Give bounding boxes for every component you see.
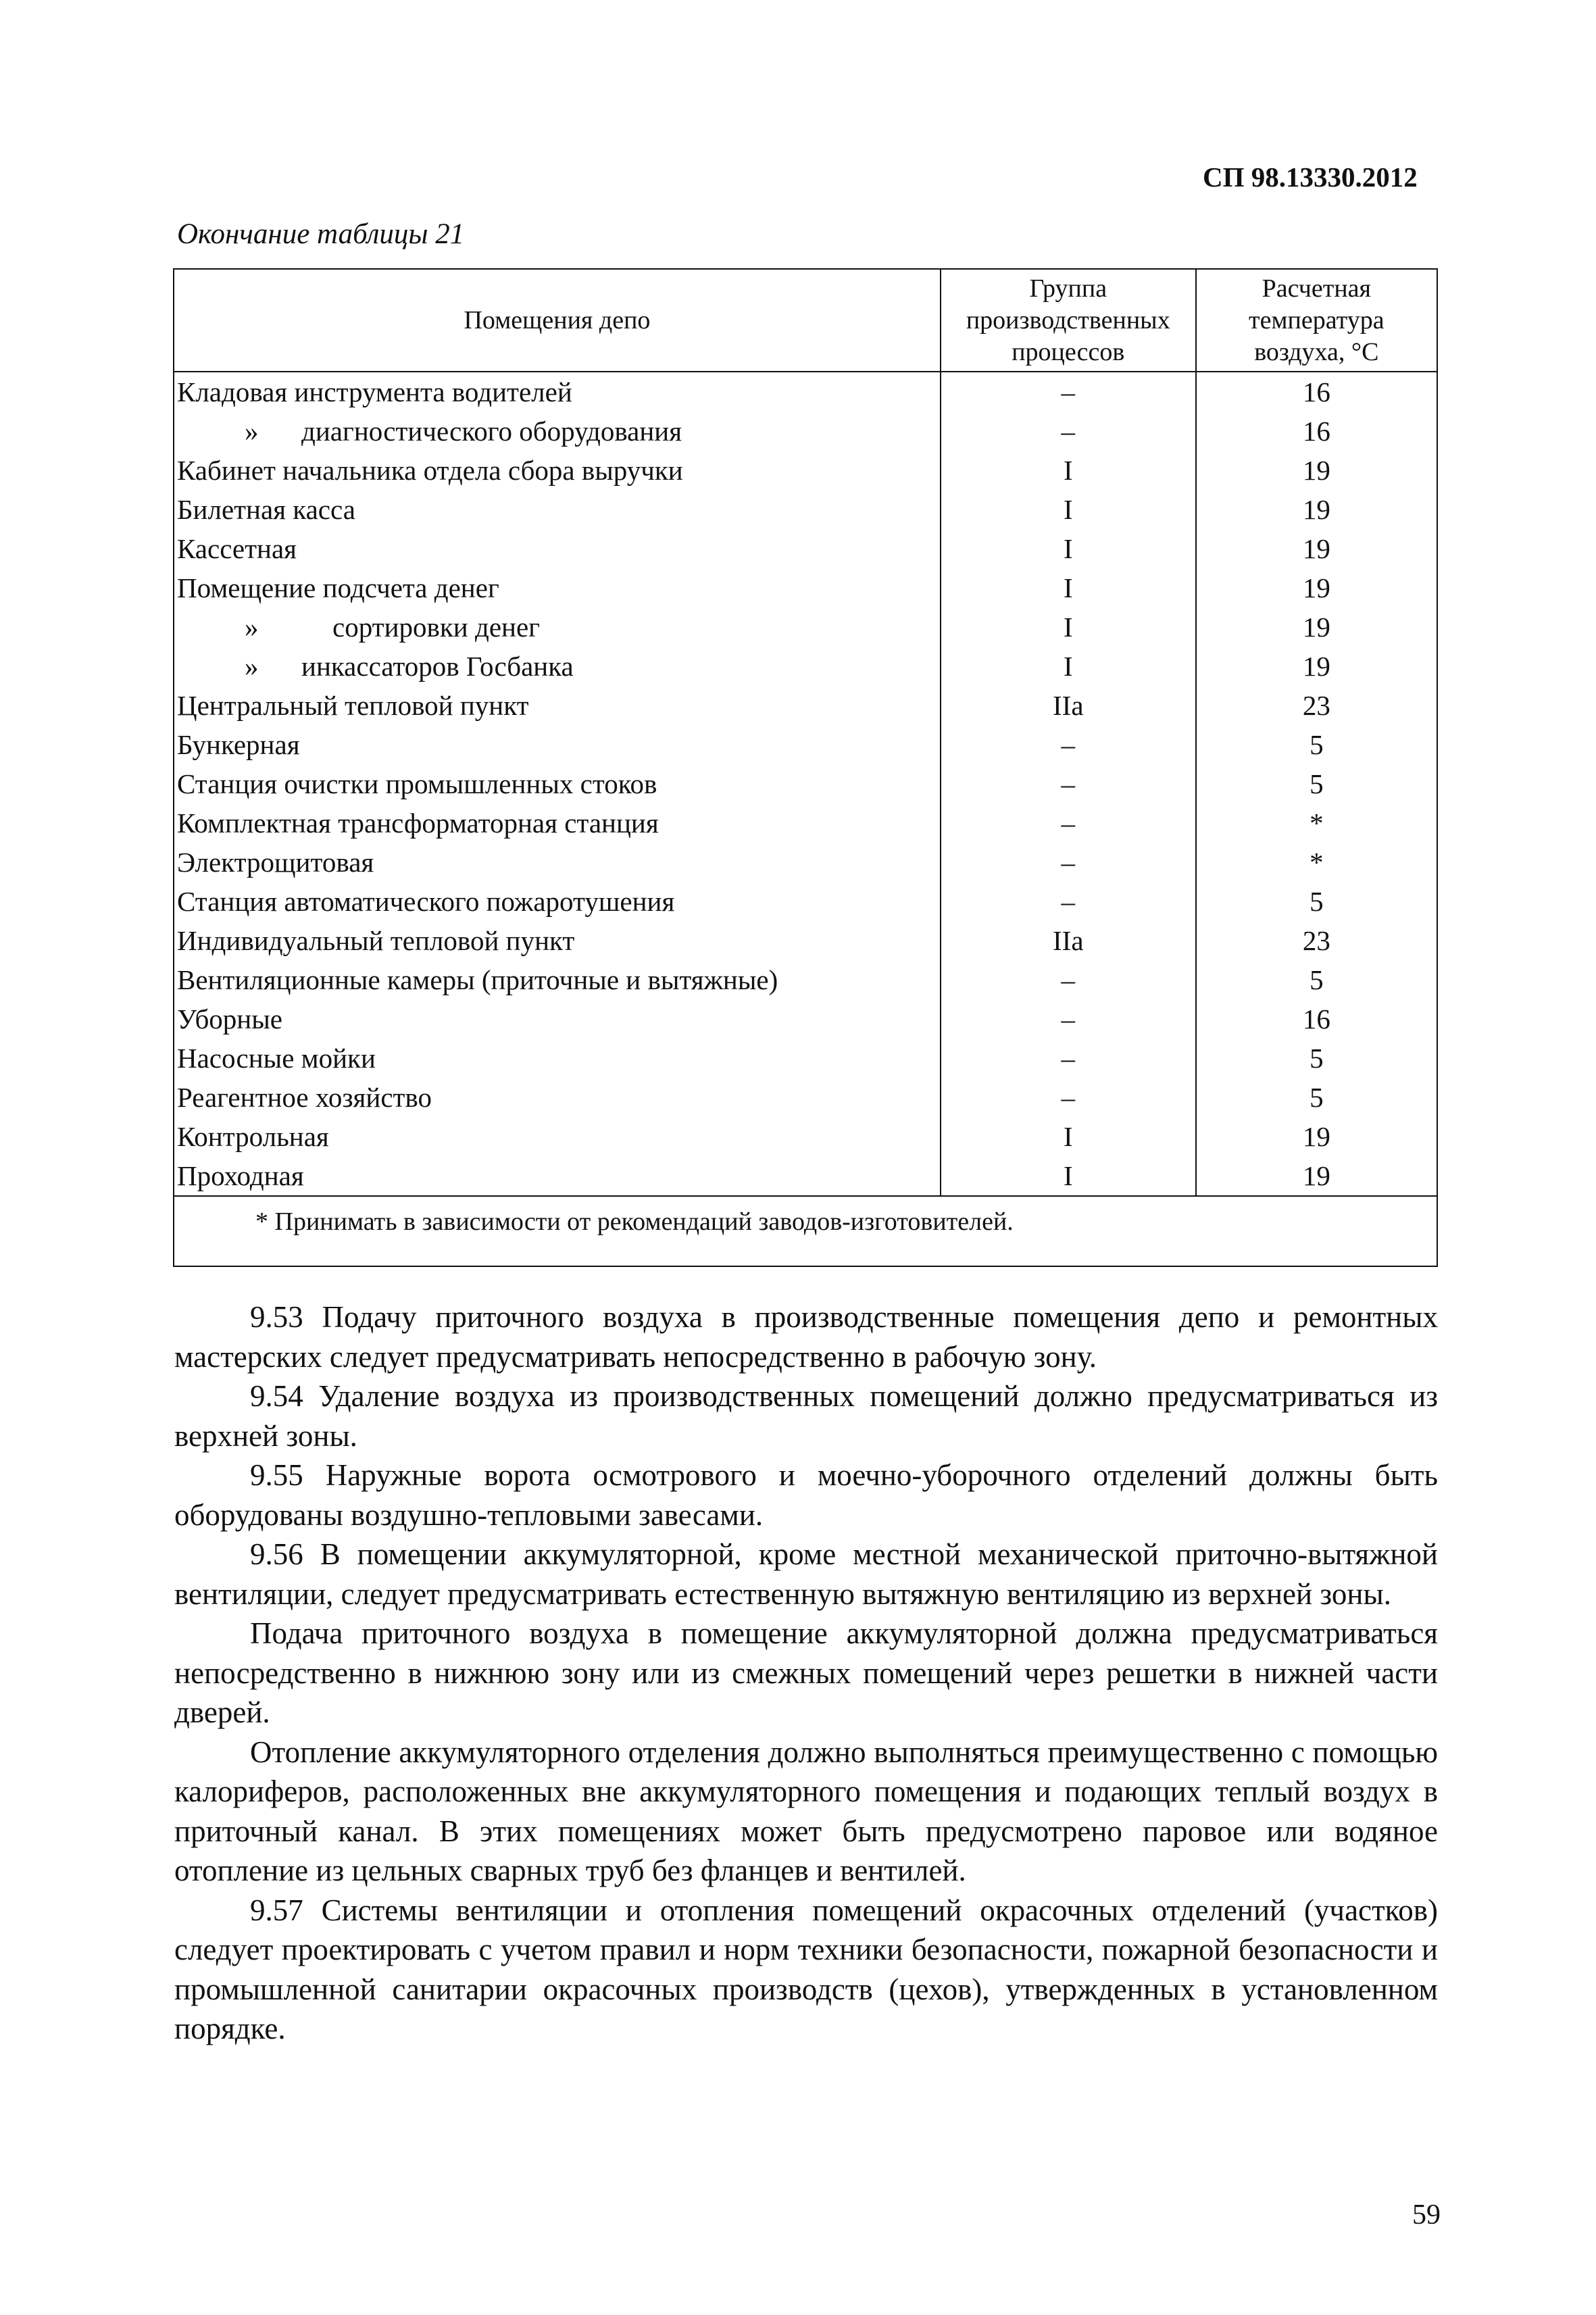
table-row bbox=[174, 1078, 1437, 1117]
process-group-cell: – bbox=[941, 412, 1196, 451]
process-group-cell: – bbox=[941, 843, 1196, 882]
table-row bbox=[174, 451, 1437, 490]
room-name: Реагентное хозяйство bbox=[177, 1082, 432, 1113]
room-name: Проходная bbox=[177, 1160, 304, 1191]
process-group-cell: IIa bbox=[941, 686, 1196, 725]
table-row bbox=[174, 1156, 1437, 1196]
room-name-cell bbox=[174, 1078, 941, 1117]
room-name-cell bbox=[174, 607, 941, 647]
process-group-cell: I bbox=[941, 451, 1196, 490]
paragraph: 9.53 Подачу приточного воздуха в производственные помещения депо и ремонтных мастерских следует предусматривать непосредственно в рабочую зону. bbox=[174, 1300, 1438, 1374]
room-name-cell bbox=[174, 1039, 941, 1078]
table-row bbox=[174, 725, 1437, 764]
room-name-cell bbox=[174, 529, 941, 568]
table-row bbox=[174, 999, 1437, 1039]
process-group-cell: – bbox=[941, 999, 1196, 1039]
process-group-cell: I bbox=[941, 1117, 1196, 1156]
table-row bbox=[174, 803, 1437, 843]
document-code: СП 98.13330.2012 bbox=[1203, 161, 1418, 193]
room-name: Комплектная трансформаторная станция bbox=[177, 807, 659, 839]
room-name: Насосные мойки bbox=[177, 1043, 376, 1074]
air-temperature-cell: 23 bbox=[1196, 921, 1437, 960]
process-group-cell: I bbox=[941, 647, 1196, 686]
table-footnote: * Принимать в зависимости от рекомендаций заводов-изготовителей. bbox=[174, 1196, 1437, 1266]
process-group-cell: – bbox=[941, 372, 1196, 412]
table-row bbox=[174, 607, 1437, 647]
air-temperature-cell: 19 bbox=[1196, 490, 1437, 529]
paragraph: 9.54 Удаление воздуха из производственных помещений должно предусматриваться из верхней зоны. bbox=[174, 1379, 1438, 1453]
ditto-mark: » bbox=[245, 416, 259, 447]
table-row bbox=[174, 1039, 1437, 1078]
air-temperature-cell: 19 bbox=[1196, 529, 1437, 568]
air-temperature-cell: 5 bbox=[1196, 1039, 1437, 1078]
air-temperature-cell: 19 bbox=[1196, 1117, 1437, 1156]
process-group-cell: I bbox=[941, 607, 1196, 647]
room-name: инкассаторов Госбанка bbox=[301, 651, 574, 682]
table-row bbox=[174, 960, 1437, 999]
table-row bbox=[174, 647, 1437, 686]
room-name: Станция автоматического пожаротушения bbox=[177, 886, 675, 917]
table-body bbox=[174, 372, 1437, 1196]
air-temperature-cell: 19 bbox=[1196, 568, 1437, 607]
room-name-cell bbox=[174, 451, 941, 490]
process-group-cell: IIa bbox=[941, 921, 1196, 960]
paragraph: 9.57 Системы вентиляции и отопления помещений окрасочных отделений (участков) следует проектировать с учетом правил и норм техники безопасности, пожарной безопасности и промышленной санитарии окрасочных производств (цехов), утвержденных в установленном порядке. bbox=[174, 1893, 1438, 2045]
air-temperature-cell: 5 bbox=[1196, 882, 1437, 921]
ditto-mark: » bbox=[245, 612, 259, 643]
room-name-cell bbox=[174, 803, 941, 843]
air-temperature-cell: 19 bbox=[1196, 607, 1437, 647]
table-row bbox=[174, 921, 1437, 960]
air-temperature-cell: * bbox=[1196, 843, 1437, 882]
column-header-air-temperature: Расчетная температура воздуха, °С bbox=[1196, 269, 1437, 372]
room-name-cell bbox=[174, 412, 941, 451]
room-name-cell bbox=[174, 490, 941, 529]
room-name: Уборные bbox=[177, 1003, 282, 1035]
page-number: 59 bbox=[1412, 2199, 1441, 2231]
room-name: Бункерная bbox=[177, 729, 300, 760]
room-name: Станция очистки промышленных стоков bbox=[177, 768, 657, 799]
room-name-cell bbox=[174, 1117, 941, 1156]
air-temperature-cell: 23 bbox=[1196, 686, 1437, 725]
room-name-cell bbox=[174, 882, 941, 921]
air-temperature-cell: 5 bbox=[1196, 1078, 1437, 1117]
room-name-cell bbox=[174, 999, 941, 1039]
ditto-mark: » bbox=[245, 651, 259, 682]
process-group-cell: – bbox=[941, 725, 1196, 764]
room-name: Индивидуальный тепловой пункт bbox=[177, 925, 575, 956]
table-row bbox=[174, 372, 1437, 412]
air-temperature-cell: 16 bbox=[1196, 412, 1437, 451]
room-name-cell bbox=[174, 647, 941, 686]
room-name-cell bbox=[174, 725, 941, 764]
table-row bbox=[174, 843, 1437, 882]
room-name: диагностического оборудования bbox=[301, 416, 682, 447]
room-name: Кассетная bbox=[177, 533, 297, 564]
room-name-cell bbox=[174, 372, 941, 412]
room-name: Электрощитовая bbox=[177, 847, 374, 878]
air-temperature-cell: 16 bbox=[1196, 372, 1437, 412]
table-row bbox=[174, 490, 1437, 529]
table-row bbox=[174, 882, 1437, 921]
room-name: Кабинет начальника отдела сбора выручки bbox=[177, 455, 683, 486]
process-group-cell: – bbox=[941, 1039, 1196, 1078]
room-name-cell bbox=[174, 960, 941, 999]
air-temperature-cell: 19 bbox=[1196, 647, 1437, 686]
room-name: Кладовая инструмента водителей bbox=[177, 376, 572, 407]
room-name: Вентиляционные камеры (приточные и вытяжные) bbox=[177, 964, 778, 995]
table-header-row bbox=[174, 269, 1437, 372]
paragraph: 9.56 В помещении аккумуляторной, кроме местной механической приточно-вытяжной вентиляции, следует предусматривать естественную вытяжную вентиляцию из верхней зоны. bbox=[174, 1537, 1438, 1611]
column-header-process-group: Группа производственных процессов bbox=[941, 269, 1196, 372]
process-group-cell: – bbox=[941, 1078, 1196, 1117]
table-row bbox=[174, 568, 1437, 607]
process-group-cell: – bbox=[941, 764, 1196, 803]
room-name: Помещение подсчета денег bbox=[177, 572, 499, 603]
table-row bbox=[174, 529, 1437, 568]
room-name-cell bbox=[174, 568, 941, 607]
room-name-cell bbox=[174, 921, 941, 960]
paragraph: 9.55 Наружные ворота осмотрового и моечно-уборочного отделений должны быть оборудованы воздушно-тепловыми завесами. bbox=[174, 1458, 1438, 1532]
table-caption: Окончание таблицы 21 bbox=[177, 218, 465, 250]
air-temperature-cell: 5 bbox=[1196, 764, 1437, 803]
process-group-cell: I bbox=[941, 1156, 1196, 1196]
room-name: Контрольная bbox=[177, 1121, 329, 1152]
room-name: Билетная касса bbox=[177, 494, 355, 525]
process-group-cell: I bbox=[941, 490, 1196, 529]
table-footnote-row bbox=[174, 1196, 1437, 1266]
table-row bbox=[174, 764, 1437, 803]
air-temperature-cell: 19 bbox=[1196, 1156, 1437, 1196]
room-name-cell bbox=[174, 1156, 941, 1196]
air-temperature-cell: 5 bbox=[1196, 725, 1437, 764]
process-group-cell: – bbox=[941, 882, 1196, 921]
room-name-cell bbox=[174, 843, 941, 882]
air-temperature-cell: 5 bbox=[1196, 960, 1437, 999]
air-temperature-cell: 19 bbox=[1196, 451, 1437, 490]
process-group-cell: I bbox=[941, 568, 1196, 607]
room-name: сортировки денег bbox=[332, 612, 540, 643]
paragraph: Отопление аккумуляторного отделения должно выполняться преимущественно с помощью калориферов, расположенных вне аккумуляторного помещения и подающих теплый воздух в приточный канал. В этих помещениях может быть предусмотрено паровое или водяное отопление из цельных сварных труб без фланцев и вентилей. bbox=[174, 1735, 1438, 1887]
process-group-cell: – bbox=[941, 960, 1196, 999]
body-text bbox=[174, 1297, 1438, 2049]
column-header-rooms: Помещения депо bbox=[174, 269, 941, 372]
room-name: Центральный тепловой пункт bbox=[177, 690, 529, 721]
room-name-cell bbox=[174, 764, 941, 803]
air-temperature-cell: 16 bbox=[1196, 999, 1437, 1039]
table-row bbox=[174, 412, 1437, 451]
process-group-cell: – bbox=[941, 803, 1196, 843]
paragraph: Подача приточного воздуха в помещение аккумуляторной должна предусматриваться непосредственно в нижнюю зону или из смежных помещений через решетки в нижней части дверей. bbox=[174, 1616, 1438, 1729]
process-group-cell: I bbox=[941, 529, 1196, 568]
room-name-cell bbox=[174, 686, 941, 725]
air-temperature-cell: * bbox=[1196, 803, 1437, 843]
table-row bbox=[174, 686, 1437, 725]
rooms-temperature-table bbox=[173, 268, 1438, 1267]
table-row bbox=[174, 1117, 1437, 1156]
